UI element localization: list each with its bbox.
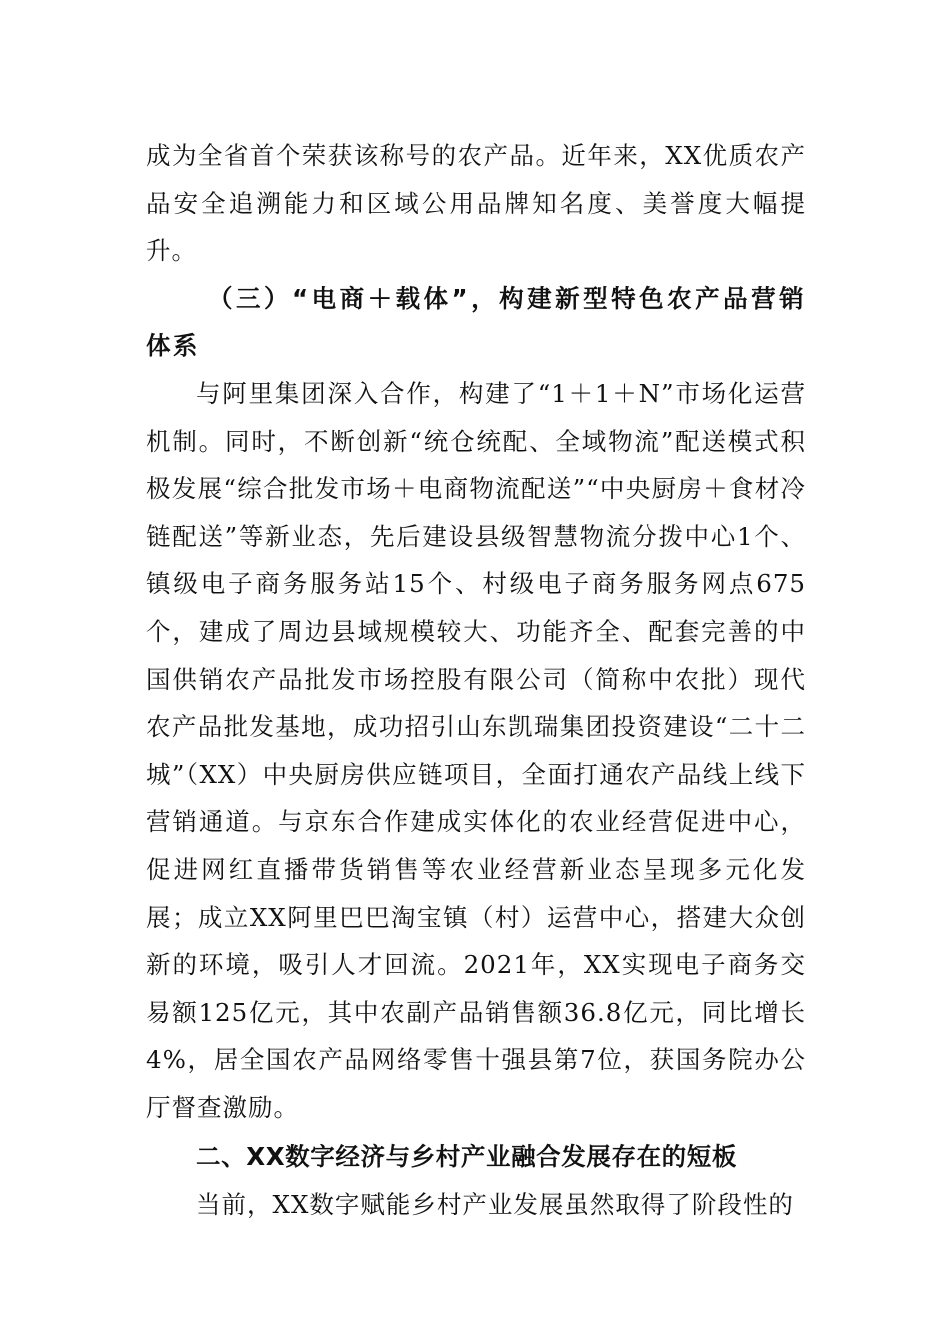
document-page: [146, 132, 806, 1229]
section-heading-shortcomings: 二、XX数字经济与乡村产业融合发展存在的短板: [196, 1142, 737, 1172]
paragraph-ecommerce-body: 与阿里集团深入合作，构建了“1＋1＋N”市场化运营机制。同时，不断创新“统仓统配、全域物流”配送模式积极发展“综合批发市场＋电商物流配送”“中央厨房＋食材冷链配送”等新业态，先后建设县级智慧物流分拨中心1个、镇级电子商务服务站15个、村级电子商务服务网点675个，建成了周边县域规模较大、功能齐全、配套完善的中国供销农产品批发市场控股有限公司（简称中农批）现代农产品批发基地，成功招引山东凯瑞集团投资建设“二十二城”（XX）中央厨房供应链项目，全面打通农产品线上线下营销通道。与京东合作建成实体化的农业经营促进中心，促进网红直播带货销售等农业经营新业态呈现多元化发展；成立XX阿里巴巴淘宝镇（村）运营中心，搭建大众创新的环境，吸引人才回流。2021年，XX实现电子商务交易额125亿元，其中农副产品销售额36.8亿元，同比增长4%，居全国农产品网络零售十强县第7位，获国务院办公厅督查激励。: [146, 378, 806, 1122]
paragraph-shortcomings-intro: 当前，XX数字赋能乡村产业发展虽然取得了阶段性的: [196, 1190, 794, 1220]
section-heading-ecommerce: （三）“电商＋载体”，构建新型特色农产品营销体系: [146, 283, 806, 361]
paragraph-continuation: 成为全省首个荣获该称号的农产品。近年来，XX优质农产品安全追溯能力和区域公用品牌知名度、美誉度大幅提升。: [146, 141, 806, 266]
